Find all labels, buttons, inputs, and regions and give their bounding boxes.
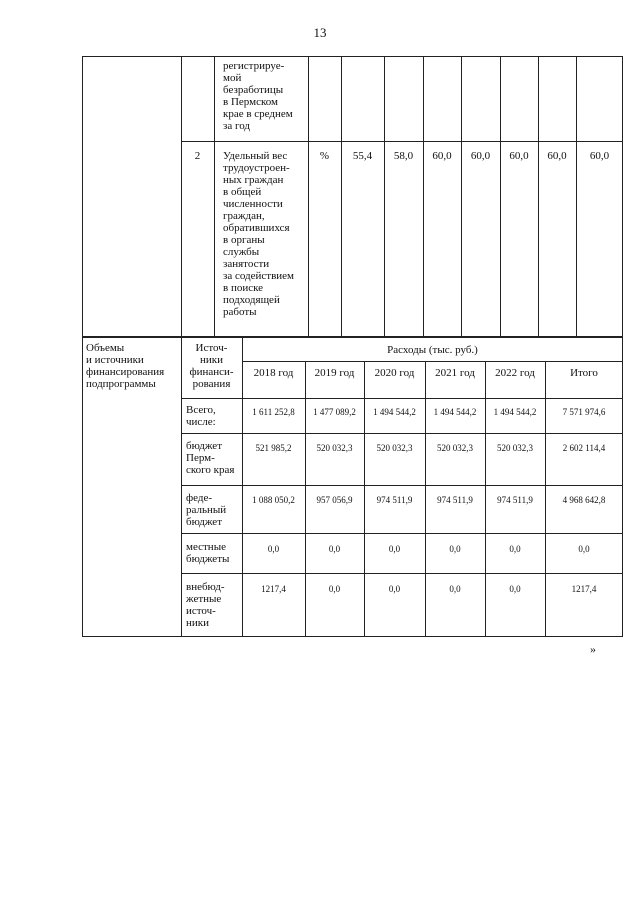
finance-row-label-line: ники (186, 617, 210, 629)
indicator-2-name-line: обратившихся (223, 222, 290, 234)
year-header: 2022 год (495, 367, 535, 379)
finance-cell: 0,0 (449, 584, 461, 594)
indicator-1-name-line: за год (223, 120, 250, 132)
indicator-2-value: 60,0 (547, 150, 567, 162)
finance-cell: 1 494 544,2 (493, 407, 537, 417)
indicator-2-value: 60,0 (589, 150, 610, 162)
source-header-line: рования (192, 378, 231, 390)
finance-row-label-line: бюджет (186, 516, 222, 528)
finance-cell: 4 968 642,8 (562, 495, 606, 505)
finance-row-label-line: жетные (186, 593, 222, 605)
finance-cell: 1 494 544,2 (373, 407, 416, 417)
finance-cell: 1 088 050,2 (252, 495, 295, 505)
finance-left-label-line: Объемы (86, 342, 125, 354)
indicator-1-name-line: крае в среднем (223, 108, 293, 120)
finance-cell: 2 602 114,4 (562, 443, 606, 453)
finance-cell: 1217,4 (571, 584, 597, 594)
page-number: 13 (313, 25, 327, 40)
finance-cell: 521 985,2 (255, 443, 292, 453)
indicator-2-value: 60,0 (470, 150, 491, 162)
indicator-2-name-line: трудоустроен- (223, 162, 290, 174)
finance-cell: 0,0 (388, 584, 401, 594)
year-header: 2019 год (314, 367, 355, 379)
finance-cell: 974 511,9 (376, 495, 413, 505)
indicator-2-name-line: граждан, (223, 210, 265, 222)
source-header-line: финанси- (189, 366, 234, 378)
indicator-1-name-line: регистрируе- (223, 60, 285, 72)
closing-quote: » (590, 642, 596, 656)
finance-row-label-line: внебюд- (186, 581, 225, 593)
finance-row-label-line: числе: (186, 416, 216, 428)
finance-cell: 520 032,3 (437, 443, 473, 453)
indicator-1-name-line: безработицы (223, 84, 284, 96)
finance-row-label-line: бюджет (186, 440, 222, 452)
finance-row-label-line: Перм- (186, 452, 215, 464)
finance-row-label-line: феде- (186, 492, 213, 504)
finance-left-label-line: подпрограммы (86, 378, 156, 390)
finance-cell: 7 571 974,6 (562, 407, 606, 417)
finance-row-label-line: бюджеты (186, 553, 230, 565)
indicator-2-value: 55,4 (352, 150, 373, 162)
indicator-2-name-line: за содействием (223, 270, 295, 282)
finance-row-label-line: ского края (186, 464, 235, 476)
finance-cell: 0,0 (388, 544, 401, 554)
finance-cell: 957 056,9 (316, 495, 353, 505)
indicator-1-name-line: мой (223, 72, 242, 84)
finance-row-label-line: Всего, (186, 404, 216, 416)
finance-cell: 0,0 (267, 544, 280, 554)
indicator-2-value: 60,0 (509, 150, 529, 162)
indicator-2-name-line: в поиске (223, 282, 264, 294)
finance-cell: 0,0 (328, 544, 341, 554)
indicator-2-name-line: занятости (223, 258, 270, 270)
indicator-2-value: 60,0 (432, 150, 452, 162)
indicator-2-value: 58,0 (393, 150, 414, 162)
year-header: Итого (570, 367, 598, 379)
indicator-2-unit: % (319, 150, 330, 162)
indicator-2-name-line: службы (223, 246, 260, 258)
indicator-2-name-line: в общей (223, 186, 262, 198)
indicator-2-name-line: Удельный вес (223, 150, 288, 162)
finance-cell: 0,0 (509, 544, 521, 554)
indicator-1-name-line: в Пермском (223, 96, 278, 108)
finance-cell: 0,0 (328, 584, 341, 594)
finance-row-label-line: источ- (186, 605, 216, 617)
indicator-2-name-line: численности (223, 198, 283, 210)
indicator-2-name-line: работы (223, 306, 257, 318)
finance-cell: 1 494 544,2 (433, 407, 477, 417)
indicator-2-name-line: подходящей (223, 294, 280, 306)
finance-cell: 0,0 (578, 544, 590, 554)
finance-cell: 0,0 (509, 584, 521, 594)
finance-left-label-line: финансирования (86, 366, 165, 378)
finance-cell: 1 611 252,8 (252, 407, 295, 417)
finance-cell: 1217,4 (261, 584, 286, 594)
finance-cell: 0,0 (449, 544, 461, 554)
finance-row-label-line: ральный (186, 504, 227, 516)
finance-cell: 520 032,3 (376, 443, 413, 453)
indicator-2-name-line: ных граждан (223, 174, 284, 186)
finance-cell: 1 477 089,2 (313, 407, 356, 417)
source-header-line: Источ- (195, 342, 228, 354)
finance-cell: 974 511,9 (497, 495, 533, 505)
indicators-table (82, 56, 623, 337)
finance-cell: 520 032,3 (497, 443, 533, 453)
finance-row-label-line: местные (186, 541, 226, 553)
finance-cell: 974 511,9 (437, 495, 473, 505)
finance-cell: 520 032,3 (316, 443, 353, 453)
indicator-2-name-line: в органы (223, 234, 265, 246)
source-header-line: ники (199, 354, 223, 366)
year-header: 2021 год (435, 367, 475, 379)
year-header: 2018 год (253, 367, 294, 379)
year-header: 2020 год (374, 367, 415, 379)
expenses-header: Расходы (тыс. руб.) (387, 344, 478, 356)
indicator-2-number: 2 (194, 150, 201, 162)
finance-left-label-line: и источники (86, 354, 144, 366)
